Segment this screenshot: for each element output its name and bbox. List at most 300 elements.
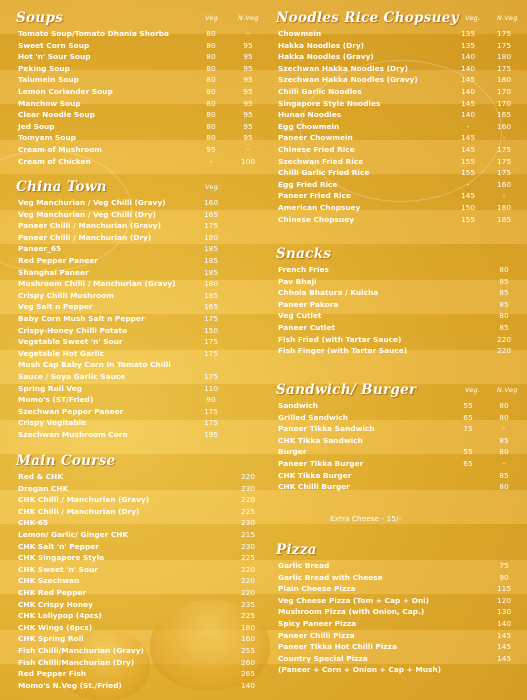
menu-item-row (10, 622, 260, 634)
menu-item-name: Crispy Chilli Mushroom (18, 290, 114, 300)
menu-item-name: Hot 'n' Sour Soup (18, 52, 91, 62)
main-course-section (10, 451, 260, 691)
nonveg-price: - (502, 424, 506, 434)
veg-price: 65 (463, 412, 473, 422)
noodles-rice-chopsuey-section (270, 8, 520, 225)
soups-section (10, 8, 260, 167)
menu-item-row (270, 287, 520, 299)
nonveg-price: 80 (499, 311, 509, 321)
veg-column-label: Veg. (205, 183, 221, 191)
nonveg-price: 100 (240, 156, 256, 166)
veg-price: 155 (460, 156, 476, 166)
menu-item-row (10, 232, 260, 244)
veg-price: 140 (460, 63, 476, 73)
veg-price: 80 (206, 40, 216, 50)
section-title: Pizza (276, 542, 317, 558)
menu-item-row (270, 167, 520, 179)
menu-item-name: Momo's (ST/Fried) (18, 395, 94, 405)
menu-item-name: (Paneer + Corn + Onion + Cap + Mush) (278, 665, 442, 675)
section-title: Sandwich/ Burger (276, 382, 417, 398)
menu-item-name: Vegetable Hot Garlic (18, 348, 105, 358)
veg-price: 155 (460, 214, 476, 224)
nonveg-price: 175 (496, 40, 512, 50)
nonveg-price: 95 (243, 86, 253, 96)
menu-item-name: Paneer Chilli / Manchurian (Gravy) (18, 221, 161, 231)
nonveg-column-label: N.Veg (497, 386, 518, 394)
menu-item-row (270, 334, 520, 346)
nonveg-price: 90 (499, 572, 509, 582)
nonveg-price: 230 (240, 518, 256, 528)
veg-price: 175 (203, 221, 219, 231)
menu-item-row (10, 348, 260, 360)
menu-item-name: Mushroom Chilli / Manchurian (Gravy) (18, 279, 176, 289)
menu-item-row (10, 267, 260, 279)
nonveg-price: 230 (240, 541, 256, 551)
nonveg-price: 140 (240, 680, 256, 690)
nonveg-price: 95 (243, 133, 253, 143)
veg-price: - (209, 156, 213, 166)
section-header (270, 244, 520, 264)
menu-item-row (270, 202, 520, 214)
menu-item-row (270, 28, 520, 40)
menu-item-row (270, 664, 520, 676)
veg-price: 80 (206, 121, 216, 131)
menu-item-name: Singapore Style Noodles (278, 98, 381, 108)
nonveg-price: 145 (496, 642, 512, 652)
veg-price: 65 (463, 458, 473, 468)
menu-item-row (10, 552, 260, 564)
nonveg-price: 95 (243, 75, 253, 85)
menu-item-name: Lemon Coriander Soup (18, 86, 113, 96)
section-title: China Town (16, 179, 107, 195)
menu-item-name: Egg Fried Rice (278, 179, 338, 189)
menu-item-name: Paneer Chilli Pizza (278, 630, 355, 640)
menu-item-row (270, 86, 520, 98)
snacks-section (270, 244, 520, 357)
veg-price: 80 (206, 29, 216, 38)
menu-item-row (10, 383, 260, 395)
menu-item-row (270, 641, 520, 653)
nonveg-price: 85 (499, 322, 509, 332)
veg-price: 110 (203, 383, 219, 393)
section-header (270, 8, 520, 28)
nonveg-price: 175 (496, 156, 512, 166)
menu-item-row (270, 458, 520, 470)
veg-price: 80 (206, 63, 216, 73)
menu-item-row (270, 481, 520, 493)
veg-price: 185 (203, 244, 219, 254)
menu-item-name: Paneer Cutlet (278, 322, 336, 332)
menu-item-name: CHK Salt 'n' Pepper (18, 541, 99, 551)
veg-price: 175 (203, 418, 219, 428)
nonveg-price: 260 (240, 657, 256, 667)
nonveg-price: 80 (499, 401, 509, 410)
menu-item-row (270, 345, 520, 357)
menu-item-name: Veg Manchurian / Veg Chilli (Dry) (18, 209, 156, 219)
menu-item-row (10, 255, 260, 267)
extra-cheese-note: Extra Cheese - 15/- (330, 514, 402, 523)
menu-item-row (10, 336, 260, 348)
veg-price: 180 (203, 279, 219, 289)
nonveg-price: 75 (499, 561, 509, 570)
nonveg-price: 175 (496, 63, 512, 73)
menu-item-name: Burger (278, 447, 307, 457)
menu-item-row (10, 86, 260, 98)
nonveg-price: 225 (240, 611, 256, 621)
menu-item-row (10, 564, 260, 576)
nonveg-price: 85 (499, 435, 509, 445)
veg-price: 95 (206, 144, 216, 154)
menu-item-row (10, 494, 260, 506)
nonveg-price: 220 (496, 334, 512, 344)
nonveg-price: 85 (499, 276, 509, 286)
veg-price: 175 (203, 371, 219, 381)
veg-price: 55 (463, 401, 473, 410)
menu-item-name: Sauce / Soya Garlic Sauce (18, 371, 126, 381)
menu-item-name: CHK Szechwan (18, 576, 80, 586)
nonveg-price: - (502, 191, 506, 201)
menu-item-name: Szechwan Hakka Noodles (Dry) (278, 63, 408, 73)
menu-item-row (270, 560, 520, 572)
section-header (10, 8, 260, 28)
veg-price: 175 (203, 337, 219, 347)
veg-column-label: Veg. (465, 386, 481, 394)
veg-price: 135 (460, 29, 476, 38)
nonveg-price: - (502, 458, 506, 468)
menu-item-row (270, 109, 520, 121)
nonveg-price: 160 (496, 179, 512, 189)
veg-price: 195 (203, 429, 219, 439)
section-title: Main Course (16, 453, 116, 469)
menu-item-name: Red & CHK (18, 472, 63, 481)
menu-item-row (10, 633, 260, 645)
pizza-section (270, 540, 520, 676)
menu-item-row (10, 98, 260, 110)
nonveg-price: 95 (243, 63, 253, 73)
menu-item-row (270, 74, 520, 86)
menu-item-name: CHK Crispy Honey (18, 599, 93, 609)
menu-item-row (270, 299, 520, 311)
nonveg-price: 80 (499, 265, 509, 274)
nonveg-price: 225 (240, 553, 256, 563)
menu-item-name: Fish Chilli/Manchurian (Dry) (18, 657, 135, 667)
menu-item-row (270, 412, 520, 424)
menu-item-row (10, 220, 260, 232)
section-header (270, 540, 520, 560)
nonveg-price: 95 (243, 121, 253, 131)
menu-item-row (10, 144, 260, 156)
nonveg-price: 85 (499, 470, 509, 480)
veg-price: 145 (460, 98, 476, 108)
veg-price: 90 (206, 395, 216, 405)
menu-item-row (270, 630, 520, 642)
veg-price: 145 (460, 75, 476, 85)
menu-item-name: Sweet Corn Soup (18, 40, 90, 50)
menu-item-row (10, 406, 260, 418)
veg-price: 155 (460, 168, 476, 178)
veg-price: 145 (460, 144, 476, 154)
nonveg-price: 180 (496, 52, 512, 62)
veg-price: 75 (463, 424, 473, 434)
menu-item-name: CHK Chilli / Manchurian (Gravy) (18, 495, 150, 505)
nonveg-price: 160 (496, 121, 512, 131)
menu-item-row (10, 156, 260, 168)
menu-item-name: Garlic Bread with Cheese (278, 572, 383, 582)
section-header (10, 177, 260, 197)
menu-item-row (10, 359, 260, 371)
menu-item-row (10, 28, 260, 40)
veg-price: 80 (206, 86, 216, 96)
menu-item-name: Chilli Garlic Noodles (278, 86, 362, 96)
menu-item-name: Plain Cheese Pizza (278, 584, 356, 594)
nonveg-price: 215 (240, 529, 256, 539)
menu-item-row (270, 214, 520, 226)
nonveg-price: 95 (243, 40, 253, 50)
veg-price: 135 (460, 40, 476, 50)
nonveg-price: 220 (240, 587, 256, 597)
veg-price: 145 (460, 133, 476, 143)
nonveg-price: - (246, 29, 250, 38)
menu-item-row (10, 575, 260, 587)
menu-item-row (10, 610, 260, 622)
menu-item-row (270, 606, 520, 618)
nonveg-price: 235 (240, 599, 256, 609)
nonveg-price: 95 (243, 98, 253, 108)
menu-item-name: Egg Chowmein (278, 121, 340, 131)
menu-item-name: Paneer Tikka Burger (278, 458, 364, 468)
menu-item-name: CHK Tikka Sandwich (278, 435, 363, 445)
menu-item-row (270, 435, 520, 447)
menu-item-name: Lemon/ Garlic/ Ginger CHK (18, 529, 129, 539)
menu-item-name: Vegetable Sweet 'n' Sour (18, 337, 123, 347)
veg-price: 185 (203, 255, 219, 265)
menu-item-name: Paneer Tikka Hot Chilli Pizza (278, 642, 397, 652)
menu-item-name: CHK Red Pepper (18, 587, 87, 597)
veg-price: 160 (203, 198, 219, 207)
menu-item-row (270, 98, 520, 110)
menu-item-row (270, 470, 520, 482)
menu-item-name: Sandwich (278, 401, 318, 410)
menu-item-row (10, 668, 260, 680)
veg-price: 140 (460, 52, 476, 62)
menu-item-row (270, 179, 520, 191)
menu-item-row (270, 276, 520, 288)
veg-price: 165 (203, 209, 219, 219)
veg-price: 55 (463, 447, 473, 457)
nonveg-price: 120 (496, 595, 512, 605)
nonveg-price: 175 (496, 144, 512, 154)
menu-item-name: Hakka Noodles (Gravy) (278, 52, 374, 62)
menu-item-name: Veg Cutlet (278, 311, 322, 321)
nonveg-price: 220 (240, 495, 256, 505)
menu-item-name: Chhola Bhatura / Kulcha (278, 288, 379, 298)
menu-item-row (10, 74, 260, 86)
nonveg-price: 220 (240, 576, 256, 586)
veg-column-label: Veg. (205, 14, 221, 22)
veg-price: 175 (203, 406, 219, 416)
menu-item-row (270, 446, 520, 458)
menu-item-name: Paneer Pakora (278, 299, 339, 309)
menu-item-name: Crispy-Honey Chilli Potato (18, 325, 128, 335)
veg-price: 185 (203, 267, 219, 277)
menu-item-name: Garlic Bread (278, 561, 330, 570)
nonveg-price: 180 (496, 75, 512, 85)
menu-item-row (270, 618, 520, 630)
menu-item-row (10, 599, 260, 611)
veg-price: 185 (203, 290, 219, 300)
nonveg-price: 175 (496, 29, 512, 38)
menu-item-name: Red Pepper Paneer (18, 255, 98, 265)
nonveg-price: 170 (496, 86, 512, 96)
veg-column-label: Veg. (465, 14, 481, 22)
menu-item-name: Veg Cheese Pizza (Tom + Cap + Oni) (278, 595, 430, 605)
nonveg-price: 140 (496, 618, 512, 628)
menu-item-row (10, 657, 260, 669)
menu-item-row (10, 278, 260, 290)
section-title: Noodles Rice Chopsuey (276, 10, 459, 26)
menu-item-row (10, 132, 260, 144)
nonveg-price: 170 (496, 98, 512, 108)
menu-item-row (270, 132, 520, 144)
menu-item-row (10, 680, 260, 692)
menu-item-name: Paneer Fried Rice (278, 191, 351, 201)
menu-item-name: Cream of Mushroom (18, 144, 102, 154)
menu-item-name: Mushroom Pizza (with Onion, Cap.) (278, 607, 425, 617)
menu-item-name: Spicy Paneer Pizza (278, 618, 357, 628)
menu-item-name: Fish Finger (with Tartar Sauce) (278, 346, 408, 356)
nonveg-column-label: N.Veg (497, 14, 518, 22)
menu-item-name: Chinese Fried Rice (278, 144, 355, 154)
menu-item-row (10, 109, 260, 121)
nonveg-price: 80 (499, 412, 509, 422)
nonveg-price: 180 (240, 622, 256, 632)
menu-item-row (270, 121, 520, 133)
menu-item-row (10, 471, 260, 483)
veg-price: 80 (206, 110, 216, 120)
menu-item-name: Cream of Chicken (18, 156, 91, 166)
veg-price: 140 (460, 86, 476, 96)
menu-item-name: CHK Tikka Burger (278, 470, 352, 480)
menu-item-name: CHK-65 (18, 518, 49, 528)
veg-price: 150 (460, 202, 476, 212)
veg-price: - (466, 179, 470, 189)
menu-item-name: Szechwan Fried Rice (278, 156, 364, 166)
menu-item-row (270, 63, 520, 75)
menu-item-row (10, 209, 260, 221)
menu-item-row (10, 429, 260, 441)
menu-item-row (10, 243, 260, 255)
menu-item-name: Crispy Vegitable (18, 418, 87, 428)
menu-item-row (10, 506, 260, 518)
menu-item-name: Momo's N.Veg (St./Fried) (18, 680, 122, 690)
menu-item-row (10, 290, 260, 302)
menu-item-row (10, 587, 260, 599)
menu-item-name: Veg Manchurian / Veg Chilli (Gravy) (18, 198, 166, 207)
nonveg-price: 80 (499, 447, 509, 457)
veg-price: 150 (203, 325, 219, 335)
nonveg-price: 85 (499, 288, 509, 298)
menu-item-name: Manchow Soup (18, 98, 81, 108)
menu-item-row (10, 313, 260, 325)
nonveg-price: - (246, 144, 250, 154)
china-town-section (10, 177, 260, 440)
nonveg-price: - (502, 133, 506, 143)
menu-item-name: Hunan Noodles (278, 110, 342, 120)
nonveg-price: 175 (496, 168, 512, 178)
menu-item-name: Tomato Soup/Tomato Dhania Shorba (18, 29, 169, 38)
menu-item-name: Red Pepper Fish (18, 669, 87, 679)
nonveg-price: 145 (496, 630, 512, 640)
menu-item-name: CHK Wings (6pcs) (18, 622, 93, 632)
menu-item-name: Szechwan Hakka Noodles (Gravy) (278, 75, 418, 85)
menu-item-name: CHK Spring Roll (18, 634, 84, 644)
menu-item-row (10, 325, 260, 337)
nonveg-price: 115 (496, 584, 512, 594)
nonveg-price: 220 (240, 472, 256, 481)
menu-item-name: Country Special Pizza (278, 653, 368, 663)
menu-item-name: French Fries (278, 265, 329, 274)
veg-price: 80 (206, 98, 216, 108)
menu-item-row (10, 394, 260, 406)
menu-item-name: Paneer Chilli / Manchurian (Dry) (18, 232, 152, 242)
menu-item-name: CHK Chilli / Manchurian (Dry) (18, 506, 140, 516)
nonveg-price: 95 (243, 52, 253, 62)
menu-item-name: Veg Salt n Pepper (18, 302, 93, 312)
nonveg-price: 130 (496, 607, 512, 617)
menu-item-name: Clear Noodle Soup (18, 110, 95, 120)
menu-item-name: Paneer Tikka Sandwich (278, 424, 375, 434)
menu-item-name: Grilled Sandwich (278, 412, 349, 422)
menu-item-name: Shanghai Paneer (18, 267, 89, 277)
veg-price: 80 (206, 133, 216, 143)
section-title: Snacks (276, 246, 332, 262)
nonveg-price: 85 (499, 299, 509, 309)
menu-item-row (270, 190, 520, 202)
veg-price: 145 (460, 191, 476, 201)
menu-item-name: Dregan CHK (18, 483, 69, 493)
section-header (270, 380, 520, 400)
menu-item-name: Talumein Soup (18, 75, 79, 85)
nonveg-price: 265 (240, 669, 256, 679)
menu-item-row (10, 51, 260, 63)
menu-item-name: CHK Lollypop (4pcs) (18, 611, 102, 621)
menu-item-row (270, 40, 520, 52)
nonveg-price: 145 (496, 653, 512, 663)
menu-item-row (10, 417, 260, 429)
veg-price: 80 (206, 52, 216, 62)
menu-item-row (270, 595, 520, 607)
veg-price: 175 (203, 348, 219, 358)
menu-item-name: American Chopsuey (278, 202, 361, 212)
menu-item-row (270, 310, 520, 322)
menu-item-name: Jed Soup (18, 121, 55, 131)
menu-item-name: Szechwan Mushroom Corn (18, 429, 128, 439)
menu-item-row (10, 645, 260, 657)
menu-item-row (10, 301, 260, 313)
nonveg-price: 160 (240, 634, 256, 644)
menu-item-row (10, 197, 260, 209)
nonveg-price: 165 (496, 110, 512, 120)
menu-item-name: CHK Sweet 'n' Sour (18, 564, 98, 574)
menu-item-name: Chinese Chopsuey (278, 214, 355, 224)
menu-item-row (270, 400, 520, 412)
sandwich-burger-section (270, 380, 520, 493)
veg-price: 80 (206, 75, 216, 85)
menu-item-row (10, 529, 260, 541)
menu-item-row (10, 371, 260, 383)
veg-price: 180 (203, 232, 219, 242)
menu-item-name: Spring Roll Veg (18, 383, 82, 393)
